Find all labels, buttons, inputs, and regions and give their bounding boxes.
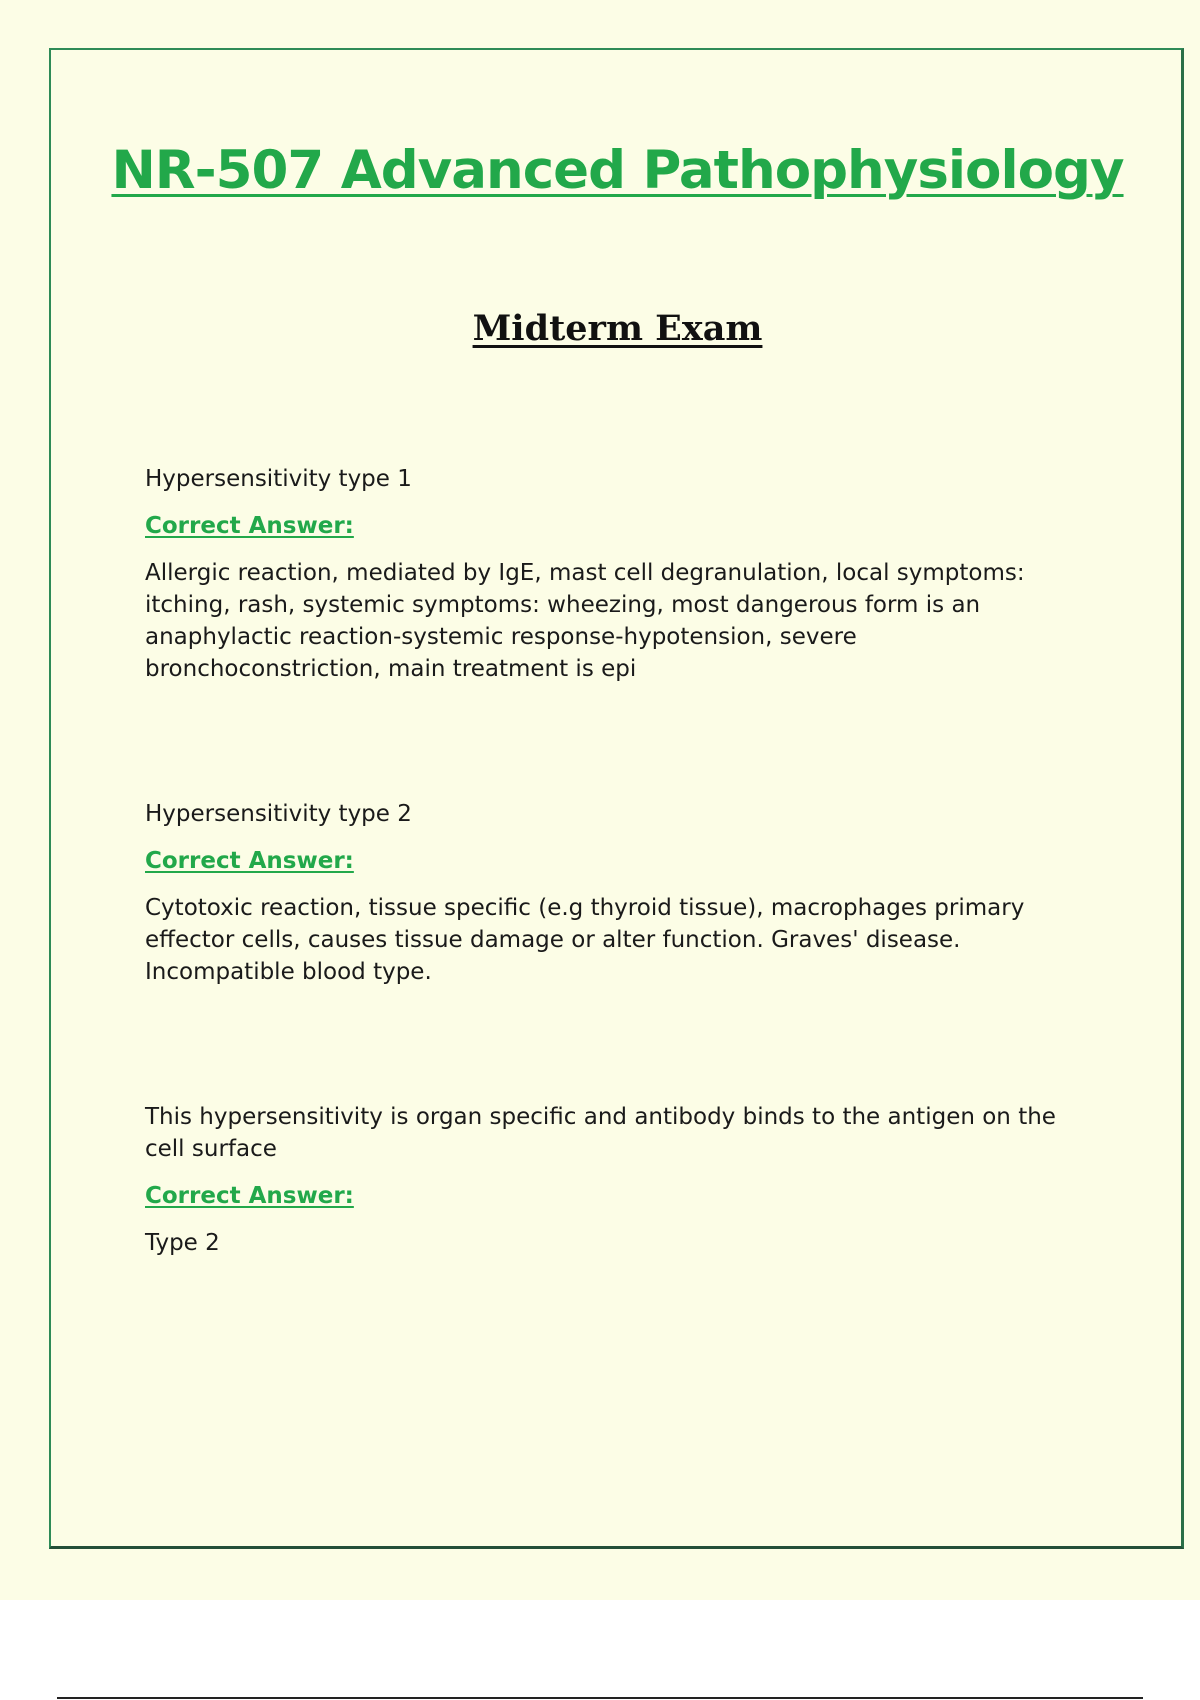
qa-item-2	[145, 798, 1085, 988]
qa-item-1	[145, 463, 1085, 685]
answer-text: Type 2	[145, 1230, 220, 1256]
answer-text: Cytotoxic reaction, tissue specific (e.g thyroid tissue), macrophages primary effector cells, causes tissue damage or alter function. Graves' disease. Incompatible blood type.	[145, 895, 1025, 985]
qa-item-3	[145, 1101, 1085, 1259]
question-text: Hypersensitivity type 2	[145, 801, 412, 827]
document-subtitle: Midterm Exam	[472, 308, 763, 349]
correct-answer-label: Correct Answer:	[145, 513, 354, 539]
question-text: Hypersensitivity type 1	[145, 466, 412, 492]
correct-answer-label: Correct Answer:	[145, 1183, 354, 1209]
question-text: This hypersensitivity is organ specific and antibody binds to the antigen on the cell surface	[145, 1104, 1056, 1162]
correct-answer-label: Correct Answer:	[145, 848, 354, 874]
document-title: NR-507 Advanced Pathophysiology	[111, 140, 1124, 201]
answer-text: Allergic reaction, mediated by IgE, mast cell degranulation, local symptoms: itching, rash, systemic symptoms: wheezing, most dangerous form is an anaphylactic reaction-systemic response-hypotension, severe bronchoconstriction, main treatment is epi	[145, 560, 1025, 682]
footer-divider	[57, 1697, 1143, 1699]
